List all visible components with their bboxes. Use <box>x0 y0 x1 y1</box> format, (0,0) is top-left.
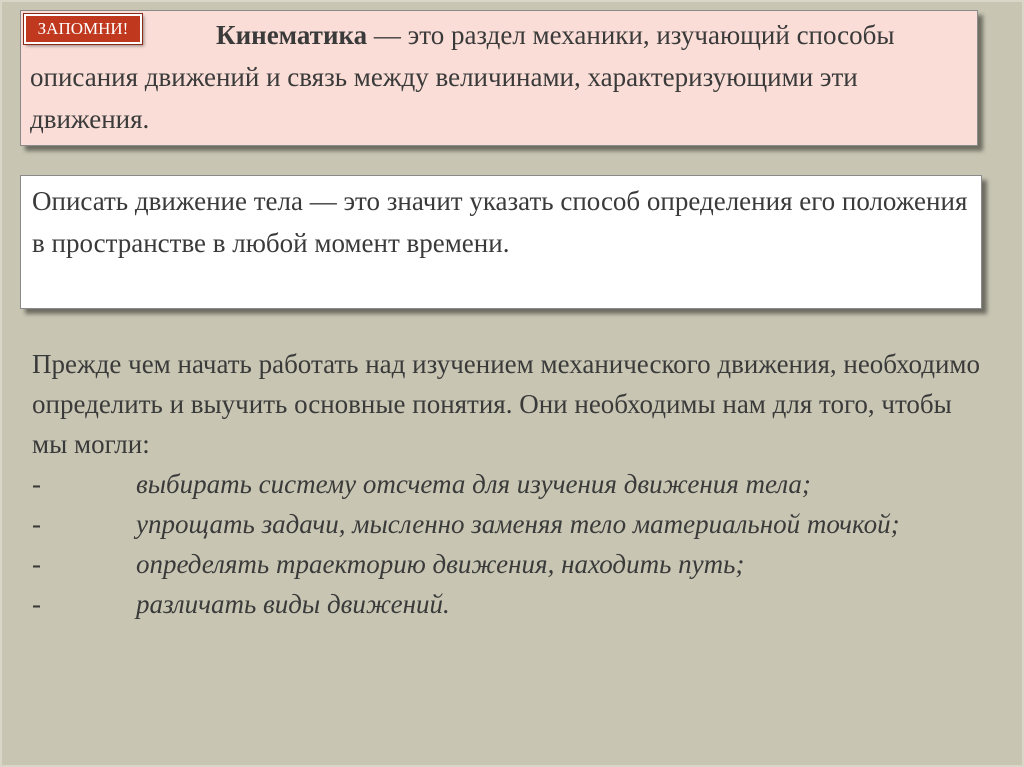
list-marker: - <box>32 509 41 539</box>
description-text: Описать движение тела — это значит указать способ определения его положения в пространстве в любой момент времени. <box>32 186 968 258</box>
list-item-text: выбирать систему отсчета для изучения движения тела; <box>136 469 811 499</box>
definition-term: Кинематика <box>216 20 368 50</box>
list-item <box>32 464 992 504</box>
list-item <box>32 504 992 544</box>
list-item <box>32 544 992 584</box>
goals-list <box>32 464 992 624</box>
definition-text <box>30 14 970 140</box>
list-item <box>32 584 992 624</box>
list-marker: - <box>32 589 41 619</box>
remember-badge: ЗАПОМНИ! <box>24 14 142 44</box>
main-content <box>32 344 992 624</box>
intro-paragraph: Прежде чем начать работать над изучением механического движения, необходимо определить и выучить основные понятия. Они необходимы нам для того, чтобы мы могли: <box>32 349 980 459</box>
list-item-text: упрощать задачи, мысленно заменяя тело материальной точкой; <box>136 509 900 539</box>
list-marker: - <box>32 549 41 579</box>
definition-body: — это раздел механики, изучающий способы описания движений и связь между величинами, характеризующими эти движения. <box>30 20 895 134</box>
list-marker: - <box>32 469 41 499</box>
list-item-text: определять траекторию движения, находить путь; <box>136 549 745 579</box>
list-item-text: различать виды движений. <box>136 589 450 619</box>
